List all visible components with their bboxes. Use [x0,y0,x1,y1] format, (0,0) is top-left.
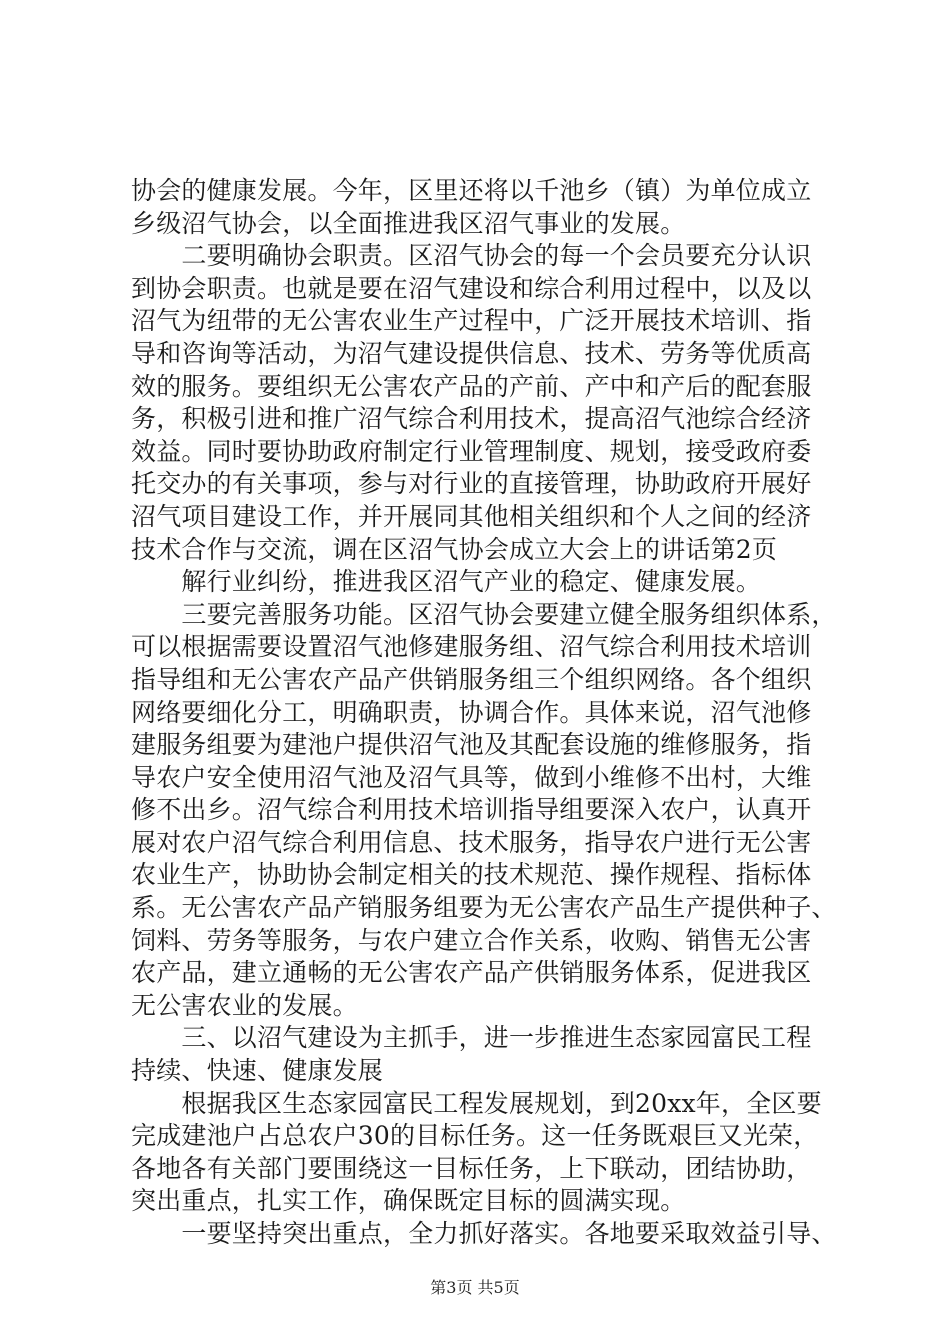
text-line: 效益。同时要协助政府制定行业管理制度、规划，接受政府委 [131,436,812,466]
text-line: 建服务组要为建池户提供沼气池及其配套设施的维修服务，指 [131,730,812,760]
text-line: 协会的健康发展。今年，区里还将以千池乡（镇）为单位成立 [131,176,812,205]
document-body [131,175,843,1251]
text-line: 托交办的有关事项，参与对行业的直接管理，协助政府开展好 [131,469,812,499]
text-line: 导和咨询等活动，为沼气建设提供信息、技术、劳务等优质高 [131,338,812,368]
text-line: 各地各有关部门要围绕这一目标任务，上下联动，团结协助， [131,1153,812,1183]
page-footer: 第3页 共5页 [430,1278,520,1297]
text-line: 乡级沼气协会，以全面推进我区沼气事业的发展。 [131,208,686,238]
text-line: 可以根据需要设置沼气池修建服务组、沼气综合利用技术培训 [131,632,812,662]
text-line: 系。无公害农产品产销服务组要为无公害农产品生产提供种子、 [131,893,837,923]
text-line: 展对农户沼气综合利用信息、技术服务，指导农户进行无公害 [131,827,812,857]
text-line: 完成建池户占总农户30的目标任务。这一任务既艰巨又光荣， [131,1121,819,1151]
text-line: 解行业纠纷，推进我区沼气产业的稳定、健康发展。 [131,567,762,597]
text-line: 一要坚持突出重点，全力抓好落实。各地要采取效益引导、 [131,1219,837,1248]
text-line: 农产品，建立通畅的无公害农产品产供销服务体系，促进我区 [131,958,812,988]
text-line: 突出重点，扎实工作，确保既定目标的圆满实现。 [131,1186,686,1216]
text-line: 指导组和无公害农产品产供销服务组三个组织网络。各个组织 [131,664,812,694]
text-line: 修不出乡。沼气综合利用技术培训指导组要深入农户，认真开 [131,795,812,825]
text-line: 导农户安全使用沼气池及沼气具等，做到小维修不出村，大维 [131,762,812,792]
text-line: 饲料、劳务等服务，与农户建立合作关系，收购、销售无公害 [131,925,812,955]
text-line: 二要明确协会职责。区沼气协会的每一个会员要充分认识 [131,241,812,271]
text-line: 三、以沼气建设为主抓手，进一步推进生态家园富民工程 [131,1023,812,1053]
text-line: 无公害农业的发展。 [131,990,358,1020]
text-line: 效的服务。要组织无公害农产品的产前、产中和产后的配套服 [131,371,812,401]
text-line: 沼气项目建设工作，并开展同其他相关组织和个人之间的经济 [131,501,812,531]
text-line: 根据我区生态家园富民工程发展规划，到20xx年，全区要 [131,1088,822,1118]
text-line: 持续、快速、健康发展 [131,1056,384,1086]
text-line: 农业生产，协助协会制定相关的技术规范、操作规程、指标体 [131,860,812,890]
text-line: 网络要细化分工，明确职责，协调合作。具体来说，沼气池修 [131,697,812,727]
text-line: 到协会职责。也就是要在沼气建设和综合利用过程中，以及以 [131,273,812,303]
text-line: 三要完善服务功能。区沼气协会要建立健全服务组织体系， [131,599,837,629]
text-line: 务，积极引进和推广沼气综合利用技术，提高沼气池综合经济 [131,404,812,434]
text-line: 技术合作与交流，调在区沼气协会成立大会上的讲话第2页 [131,534,778,564]
text-line: 沼气为纽带的无公害农业生产过程中，广泛开展技术培训、指 [131,306,812,336]
